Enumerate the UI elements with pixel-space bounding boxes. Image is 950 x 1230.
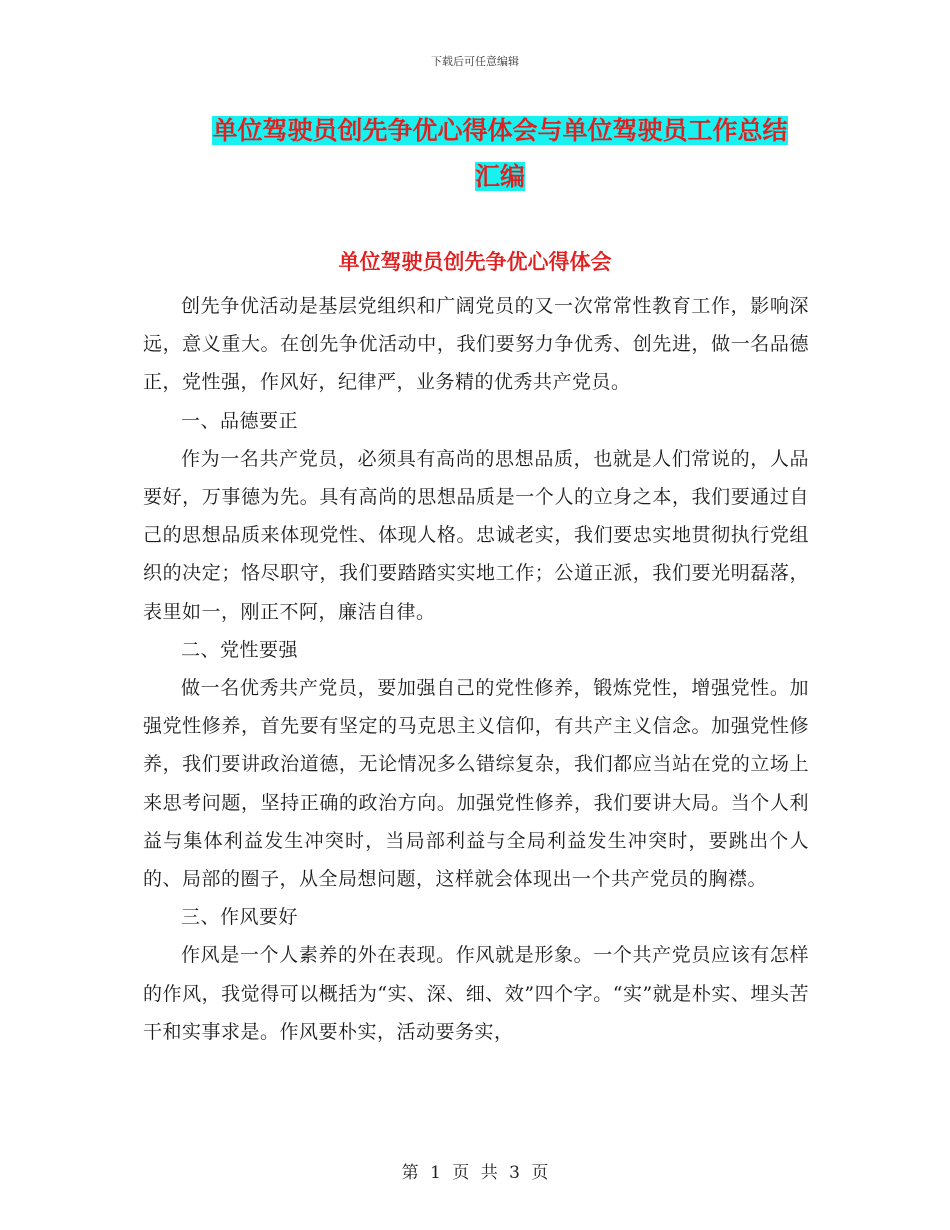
heading-3: 三、作风要好 <box>181 906 299 929</box>
document-title <box>140 108 860 200</box>
paragraph-3: 作风是一个人素养的外在表现。作风就是形象。一个共产党员应该有怎样的作风，我觉得可以概括为“实、深、细、效”四个字。“实”就是朴实、埋头苦干和实事求是。作风要朴实，活动要务实， <box>143 944 809 1043</box>
page-footer: 第 1 页 共 3 页 <box>401 1163 549 1183</box>
document-title-line-2: 汇编 <box>474 162 525 191</box>
paragraph-intro: 创先争优活动是基层党组织和广阔党员的又一次常常性教育工作，影响深远，意义重大。在创先争优活动中，我们要努力争优秀、创先进，做一名品德正，党性强，作风好，纪律严，业务精的优秀共产党员。 <box>143 295 809 394</box>
document-title-line-1: 单位驾驶员创先争优心得体会与单位驾驶员工作总结 <box>212 116 788 145</box>
paragraph-2: 做一名优秀共产党员，要加强自己的党性修养，锻炼党性，增强党性。加强党性修养，首先要有坚定的马克思主义信仰，有共产主义信念。加强党性修养，我们要讲政治道德，无论情况多么错综复杂，我们都应当站在党的立场上来思考问题，坚持正确的政治方向。加强党性修养，我们要讲大局。当个人利益与集体利益发生冲突时，当局部利益与全局利益发生冲突时，要跳出个人的、局部的圈子，从全局想问题，这样就会体现出一个共产党员的胸襟。 <box>143 677 809 891</box>
header-note: 下载后可任意编辑 <box>431 55 519 68</box>
paragraph-1: 作为一名共产党员，必须具有高尚的思想品质，也就是人们常说的，人品要好，万事德为先。具有高尚的思想品质是一个人的立身之本，我们要通过自己的思想品质来体现党性、体现人格。忠诚老实，我们要忠实地贯彻执行党组织的决定；恪尽职守，我们要踏踏实实地工作；公道正派，我们要光明磊落，表里如一，刚正不阿，廉洁自律。 <box>143 447 809 623</box>
body-text <box>143 287 809 1051</box>
heading-1: 一、品德要正 <box>181 409 299 432</box>
heading-2: 二、党性要强 <box>181 638 299 661</box>
section-title: 单位驾驶员创先争优心得体会 <box>338 250 612 274</box>
